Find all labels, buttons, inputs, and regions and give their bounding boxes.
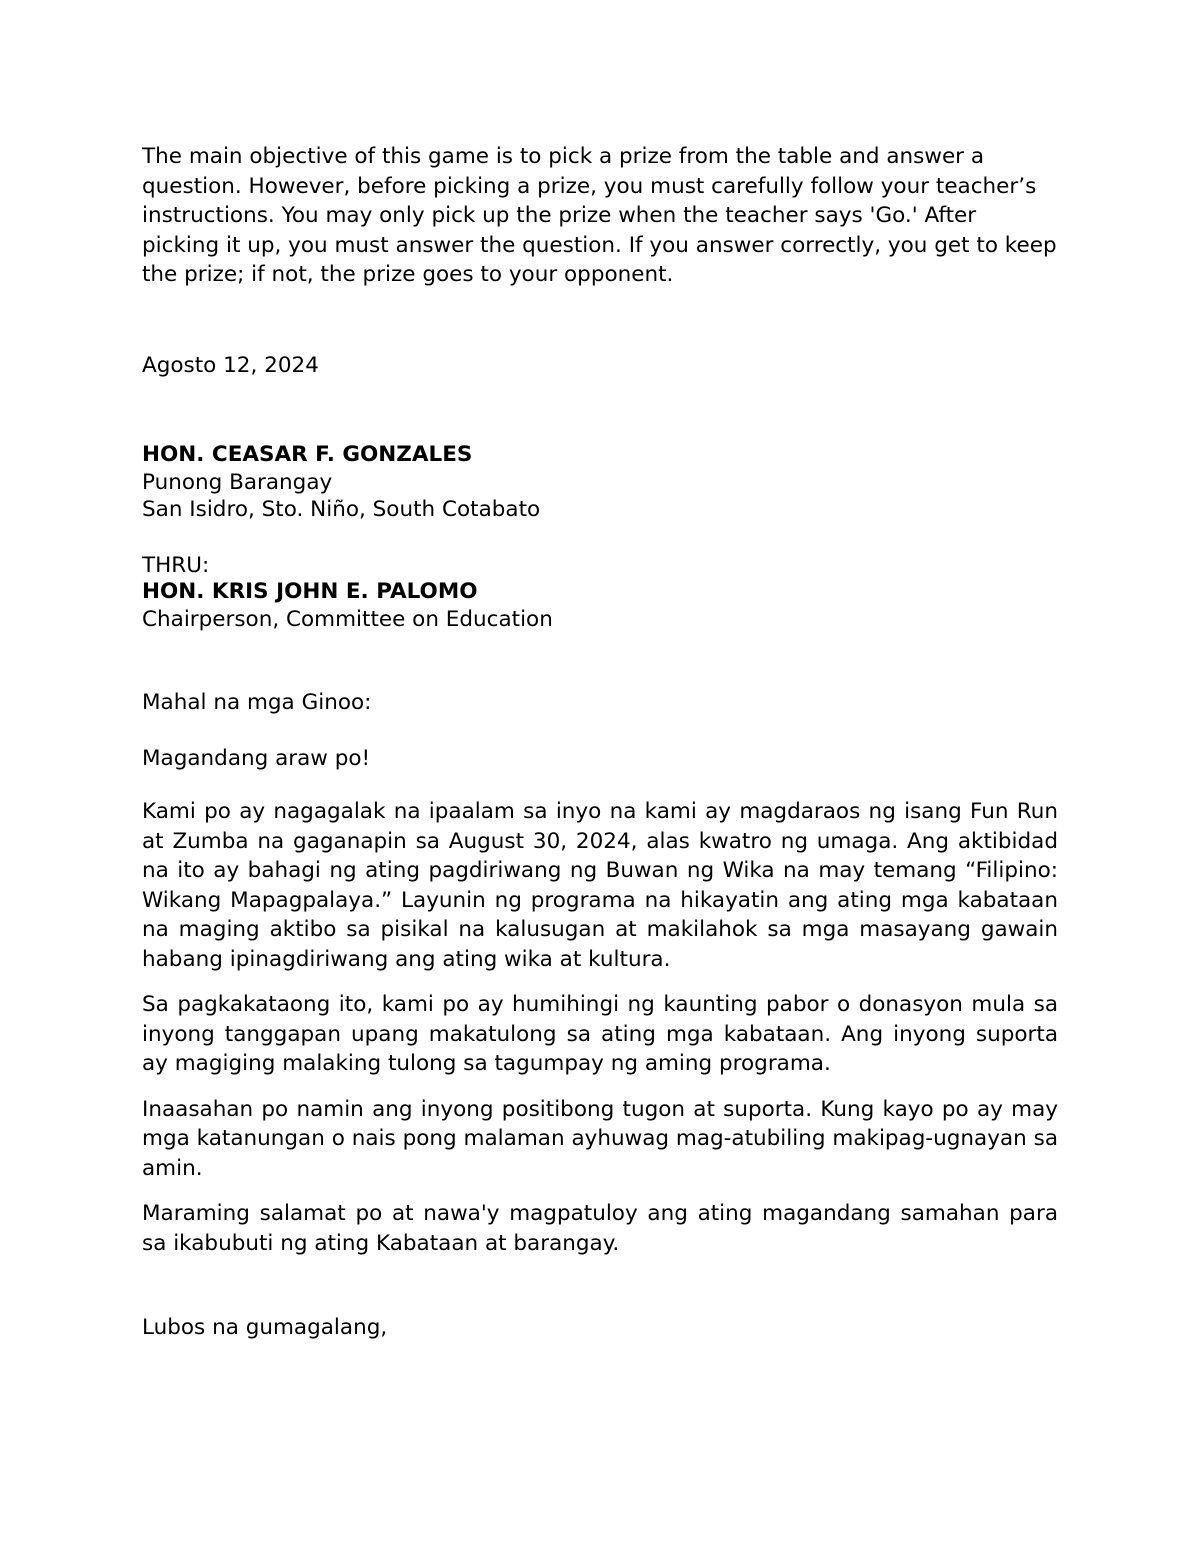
thru-label: THRU: [142, 552, 210, 578]
body-paragraph-4: Maraming salamat po at nawa'y magpatuloy ang ating magandang samahan para sa ikabubuti ng ating Kabataan at barangay. [142, 1201, 1058, 1256]
intro-paragraph: The main objective of this game is to pick a prize from the table and answer a question. However, before picking a prize, you must carefully follow your teacher’s instructions. You may only pick up the prize when the teacher says 'Go.' After picking it up, you must answer the question. If you answer correctly, you get to keep the prize; if not, the prize goes to your opponent. [142, 144, 1057, 287]
recipient-title: Punong Barangay [142, 469, 333, 495]
letter-date: Agosto 12, 2024 [142, 352, 319, 378]
body-paragraph-2: Sa pagkakataong ito, kami po ay humihingi ng kaunting pabor o donasyon mula sa inyong tanggapan upang makatulong sa ating mga kabataan. Ang inyong suporta ay magiging malaking tulong sa tagumpay ng aming programa. [142, 992, 1058, 1076]
thru-title: Chairperson, Committee on Education [142, 606, 553, 632]
body-paragraph-3: Inaasahan po namin ang inyong positibong tugon at suporta. Kung kayo po ay may mga katanungan o nais pong malaman ayhuwag mag-atubiling makipag-ugnayan sa amin. [142, 1096, 1058, 1181]
recipient-address: San Isidro, Sto. Niño, South Cotabato [142, 497, 541, 522]
thru-name: HON. KRIS JOHN E. PALOMO [142, 579, 478, 604]
salutation: Mahal na mga Ginoo: [142, 690, 372, 715]
letter-page [142, 142, 1058, 1343]
closing: Lubos na gumagalang, [142, 1315, 388, 1340]
greeting: Magandang araw po! [142, 745, 371, 771]
recipient-name: HON. CEASAR F. GONZALES [142, 442, 473, 467]
body-paragraph-1: Kami po ay nagagalak na ipaalam sa inyo na kami ay magdaraos ng isang Fun Run at Zumba na gaganapin sa August 30, 2024, alas kwatro ng umaga. Ang aktibidad na ito ay bahagi ng ating pagdiriwang ng Buwan ng Wika na may temang “Filipino: Wikang Mapagpalaya.” Layunin ng programa na hikayatin ang ating mga kabataan na maging aktibo sa pisikal na kalusugan at makilahok sa mga masayang gawain habang ipinagdiriwang ang ating wika at kultura. [142, 799, 1058, 972]
recipient-block [142, 440, 1058, 525]
thru-block [142, 551, 1058, 635]
